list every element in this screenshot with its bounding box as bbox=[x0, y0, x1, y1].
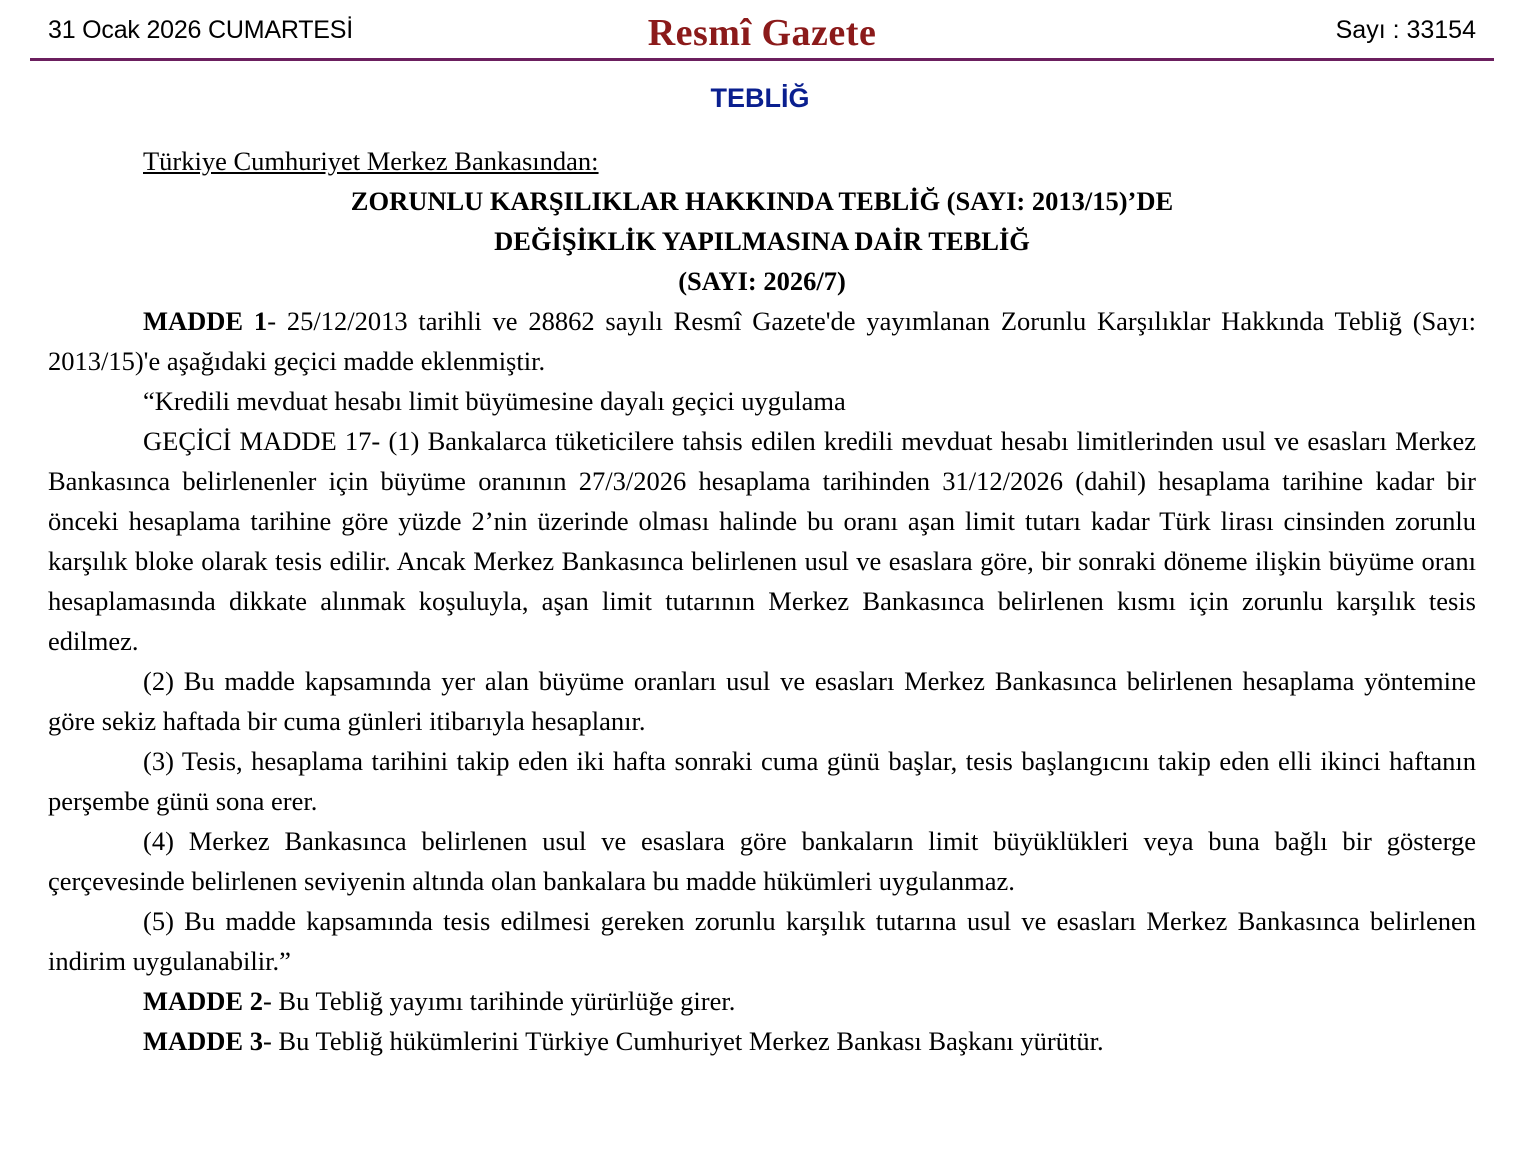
document-title-line-1: ZORUNLU KARŞILIKLAR HAKKINDA TEBLİĞ (SAYI: 2013/15)’DE bbox=[350, 186, 1174, 216]
article-1-text: - 25/12/2013 tarihli ve 28862 sayılı Resmî Gazete'de yayımlanan Zorunlu Karşılıklar Hakkında Tebliğ (Sayı: 2013/15)'e aşağıdaki geçici madde eklenmiştir. bbox=[48, 306, 1476, 376]
document-body bbox=[48, 141, 1476, 1061]
gazette-title: Resmî Gazete bbox=[647, 12, 877, 54]
publication-date: 31 Ocak 2026 CUMARTESİ bbox=[48, 16, 353, 44]
article-2 bbox=[48, 981, 1476, 1021]
provisional-article-paragraph-2: (2) Bu madde kapsamında yer alan büyüme oranları usul ve esasları Merkez Bankasınca belirlenen hesaplama yöntemine göre sekiz haftada bir cuma günleri itibarıyla hesaplanır. bbox=[48, 666, 1476, 736]
issuer: Türkiye Cumhuriyet Merkez Bankasından: bbox=[143, 146, 599, 176]
provisional-article-paragraph-1: GEÇİCİ MADDE 17- (1) Bankalarca tüketicilere tahsis edilen kredili mevduat hesabı limitlerinden usul ve esasları Merkez Bankasınca belirlenenler için büyüme oranının 27/3/2026 hesaplama tarihinden 31/12/2026 (dahil) hesaplama tarihine kadar bir önceki hesaplama tarihine göre yüzde 2’nin üzerinde olması halinde bu oranı aşan limit tutarı kadar Türk lirası cinsinden zorunlu karşılık bloke olarak tesis edilir. Ancak Merkez Bankasınca belirlenen usul ve esaslara göre, bir sonraki döneme ilişkin büyüme oranı hesaplamasında dikkate alınmak koşuluyla, aşan limit tutarının Merkez Bankasınca belirlenen kısmı için zorunlu karşılık tesis edilmez. bbox=[48, 426, 1476, 656]
gazette-header bbox=[30, 0, 1494, 61]
article-3-label: MADDE 3 bbox=[143, 1026, 263, 1056]
document-title-line-3: (SAYI: 2026/7) bbox=[678, 266, 846, 296]
article-3-text: - Bu Tebliğ hükümlerini Türkiye Cumhuriyet Merkez Bankası Başkanı yürütür. bbox=[262, 1026, 1104, 1056]
issuer-paragraph bbox=[48, 141, 1476, 181]
article-1-label: MADDE 1 bbox=[143, 306, 268, 336]
provisional-heading: “Kredili mevduat hesabı limit büyümesine dayalı geçici uygulama bbox=[143, 386, 846, 416]
provisional-article-paragraph-3: (3) Tesis, hesaplama tarihini takip eden iki hafta sonraki cuma günü başlar, tesis başlangıcını takip eden elli ikinci haftanın perşembe günü sona erer. bbox=[48, 746, 1476, 816]
article-2-label: MADDE 2 bbox=[143, 986, 263, 1016]
issue-number: Sayı : 33154 bbox=[1335, 16, 1476, 44]
document-title-line-2: DEĞİŞİKLİK YAPILMASINA DAİR TEBLİĞ bbox=[494, 226, 1030, 256]
provisional-article-paragraph-4: (4) Merkez Bankasınca belirlenen usul ve esaslara göre bankaların limit büyüklükleri veya buna bağlı bir gösterge çerçevesinde belirlenen seviyenin altında olan bankalara bu madde hükümleri uygulanmaz. bbox=[48, 826, 1476, 896]
section-title: TEBLİĞ bbox=[710, 83, 810, 113]
provisional-article-paragraph-5: (5) Bu madde kapsamında tesis edilmesi gereken zorunlu karşılık tutarına usul ve esasları Merkez Bankasınca belirlenen indirim uygulanabilir.” bbox=[48, 906, 1476, 976]
article-3 bbox=[48, 1021, 1476, 1061]
article-1 bbox=[48, 301, 1476, 381]
article-2-text: - Bu Tebliğ yayımı tarihinde yürürlüğe girer. bbox=[262, 986, 736, 1016]
